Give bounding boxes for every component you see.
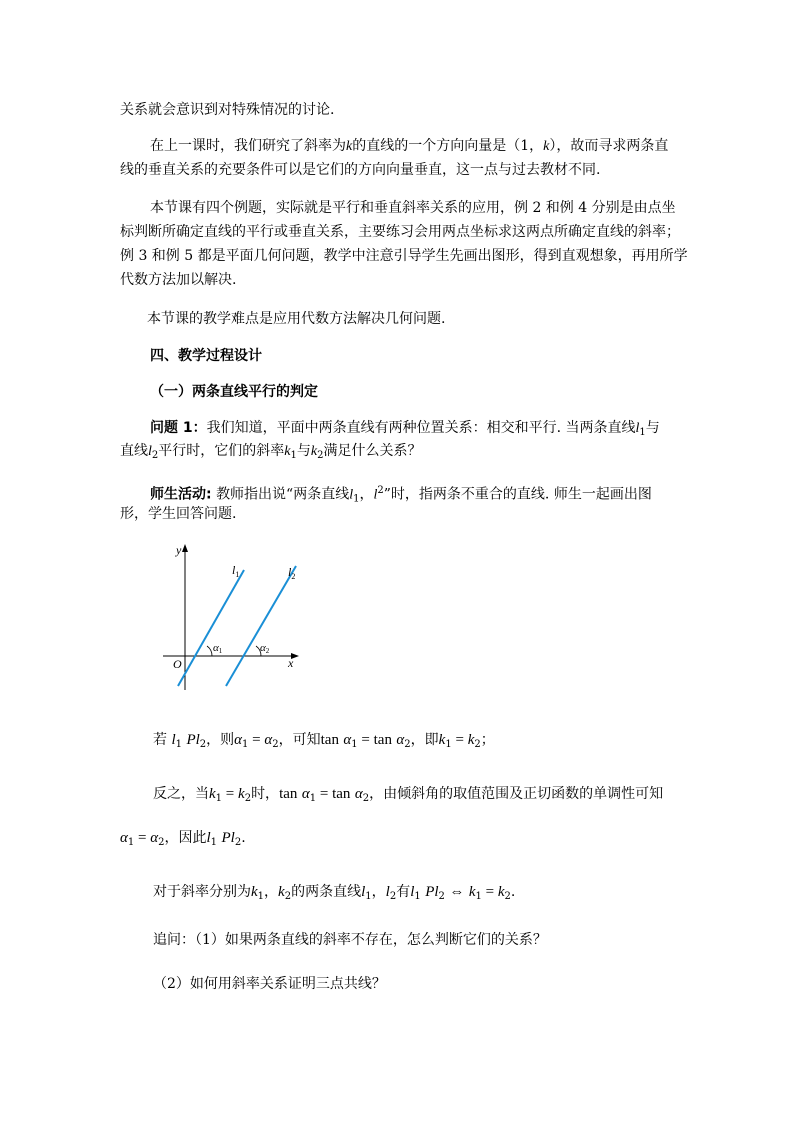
var-alpha: α [120, 830, 128, 846]
followup-line: （2）如何用斜率关系证明三点共线？ [153, 976, 386, 992]
var-k: k [284, 444, 291, 459]
text-span: ），故而寻求两条直 [549, 138, 669, 154]
label-l1 [232, 563, 239, 579]
subscript: 1 [127, 837, 135, 848]
var-k: k [468, 884, 476, 900]
equals: = [222, 786, 239, 802]
equals: = [357, 732, 374, 748]
text-span: 与 [296, 443, 311, 459]
text-span: 有 [396, 884, 411, 900]
section-heading: 四、教学过程设计 [150, 348, 262, 364]
label-x: x [288, 656, 294, 670]
subscript: 2 [438, 891, 445, 902]
alpha1-letter: α [213, 642, 219, 654]
subscript: 1 [639, 427, 646, 438]
alpha2-sub: 2 [265, 647, 270, 655]
text-line [150, 136, 668, 157]
text-span: ， [371, 884, 386, 900]
subscript: 1 [257, 891, 265, 902]
text-span: ，可知 [278, 732, 321, 748]
text-line: 例 3 和例 5 都是平面几何问题，教学中注意引导学生先画出图形，得到直观想象，再用所学 [120, 248, 688, 264]
text-span: . [241, 830, 246, 846]
var-l: l [195, 732, 200, 748]
var-l: l [635, 421, 640, 436]
text-line: 关系就会意识到对特殊情况的讨论. [120, 102, 335, 118]
text-span: 教师指出说“两条直线 [216, 486, 350, 503]
question-line [120, 441, 421, 462]
subscript: 2 [272, 739, 279, 750]
subscript: 2 [362, 793, 370, 804]
text-span: 平行时，它们的斜率 [158, 443, 285, 459]
var-k: k [346, 139, 353, 154]
activity-label: 师生活动: [150, 486, 212, 503]
var-k: k [543, 139, 550, 154]
superscript: 2 [377, 485, 384, 496]
text-line: 本节课的教学难点是应用代数方法解决几何问题. [147, 311, 446, 327]
equals: = [481, 884, 498, 900]
var-k: k [251, 884, 258, 900]
var-k: k [278, 884, 285, 900]
subscript: 1 [351, 739, 358, 750]
var-l: l [361, 884, 366, 900]
var-k: k [310, 444, 318, 459]
var-l: l [410, 884, 415, 900]
var-l: l [373, 487, 378, 503]
equals: = [134, 830, 151, 846]
subscript: 1 [175, 739, 182, 750]
subscript: 2 [234, 837, 242, 848]
equals: = [451, 732, 468, 748]
text-line: 标判断所确定直线的平行或垂直关系，主要练习会用两点坐标求这两点所确定直线的斜率； [120, 224, 680, 240]
y-axis-arrow [182, 544, 188, 552]
subscript: 2 [199, 739, 207, 750]
question-label: 问题 1： [150, 420, 207, 436]
equals: = [316, 786, 333, 802]
text-line: 本节课有四个例题，实际就是平行和垂直斜率关系的应用，例 2 和例 4 分别是由点坐 [150, 200, 676, 216]
subscript: 1 [210, 837, 218, 848]
parallel-symbol: P [186, 732, 196, 748]
var-alpha: α [150, 830, 159, 846]
tan: tan [279, 786, 298, 802]
math-line [153, 882, 515, 902]
iff-symbol: ⇔ [449, 884, 465, 900]
text-span: 若 [153, 732, 167, 748]
equals: = [248, 732, 265, 748]
text-span: 时， [251, 786, 280, 802]
text-span: 对于斜率分别为 [153, 884, 251, 900]
text-line: 形，学生回答问题. [120, 506, 237, 522]
tan: tan [332, 786, 351, 802]
subscript: 2 [158, 837, 165, 848]
text-span: 的两条直线 [291, 884, 362, 900]
var-l: l [171, 732, 176, 748]
subscript: 2 [504, 891, 511, 902]
text-line: 线的垂直关系的充要条件可以是它们的方向向量垂直，这一点与过去教材不同. [120, 162, 601, 178]
label-alpha2 [260, 642, 270, 655]
label-origin: O [173, 657, 182, 671]
text-span: 满足什么关系？ [323, 443, 422, 459]
var-k: k [467, 732, 475, 748]
text-span: ”时，指两条不重合的直线. 师生一起画出图 [383, 486, 652, 503]
var-k: k [497, 884, 505, 900]
text-span: ，因此 [164, 830, 207, 846]
angle-arc-1 [207, 646, 212, 656]
math-line [120, 828, 246, 848]
var-l: l [230, 830, 235, 846]
subscript: 1 [365, 891, 372, 902]
text-span: ，即 [410, 732, 439, 748]
text-span: 的直线的一个方向向量是（1， [352, 138, 544, 154]
var-alpha: α [301, 786, 310, 802]
question-line [150, 418, 660, 439]
var-k: k [238, 786, 245, 802]
text-span: 反之，当 [153, 786, 209, 802]
activity-line [150, 481, 652, 506]
text-span: 与 [645, 420, 660, 436]
math-line [153, 730, 495, 750]
label-alpha1 [213, 642, 223, 655]
alpha2-letter: α [260, 642, 266, 654]
line-l1 [178, 570, 244, 686]
parallel-lines-figure [160, 540, 310, 700]
subscript: 1 [309, 793, 317, 804]
subscript: 1 [445, 739, 452, 750]
subscript: 2 [474, 739, 481, 750]
tan: tan [373, 732, 392, 748]
subscript: 2 [151, 450, 159, 461]
subscript: 1 [353, 493, 360, 505]
math-line [153, 784, 663, 804]
alpha1-sub: 1 [218, 647, 223, 655]
followup-line: 追问：（1）如果两条直线的斜率不存在，怎么判断它们的关系？ [153, 932, 547, 948]
var-alpha: α [396, 732, 405, 748]
text-span: 在上一课时，我们研究了斜率为 [150, 138, 346, 154]
subsection-heading: （一）两条直线平行的判定 [150, 384, 318, 400]
subscript: 2 [389, 891, 397, 902]
text-span: ，由倾斜角的取值范围及正切函数的单调性可知 [369, 786, 664, 802]
var-l: l [434, 884, 439, 900]
text-span: ， [359, 486, 374, 503]
subscript: 2 [317, 450, 324, 461]
var-l: l [349, 487, 354, 503]
subscript: 1 [414, 891, 421, 902]
subscript: 1 [290, 450, 297, 461]
subscript: 1 [242, 739, 249, 750]
subscript: 2 [284, 891, 292, 902]
parallel-symbol: P [221, 830, 231, 846]
label-l1-letter: l [232, 563, 236, 577]
var-l: l [148, 444, 152, 459]
var-alpha: α [354, 786, 363, 802]
text-line: 代数方法加以解决. [120, 272, 237, 288]
label-l2-letter: l [288, 565, 292, 579]
var-l: l [385, 884, 390, 900]
parallel-symbol: P [425, 884, 435, 900]
subscript: 2 [404, 739, 411, 750]
var-alpha: α [264, 732, 273, 748]
text-span: ； [480, 732, 495, 748]
label-y: y [176, 543, 182, 557]
subscript: 2 [244, 793, 252, 804]
var-k: k [438, 732, 446, 748]
text-span: 直线 [120, 443, 148, 459]
text-span: 我们知道，平面中两条直线有两种位置关系：相交和平行. 当两条直线 [206, 420, 636, 436]
var-alpha: α [343, 732, 352, 748]
label-l1-sub: 1 [235, 570, 240, 579]
text-span: ，则 [206, 732, 235, 748]
axes [163, 548, 295, 690]
var-alpha: α [234, 732, 243, 748]
subscript: 1 [475, 891, 482, 902]
var-k: k [209, 786, 216, 802]
label-l2-sub: 2 [291, 572, 296, 581]
text-span: . [510, 884, 516, 900]
subscript: 1 [215, 793, 223, 804]
text-span: ， [264, 884, 279, 900]
var-l: l [206, 830, 211, 846]
tan: tan [320, 732, 339, 748]
